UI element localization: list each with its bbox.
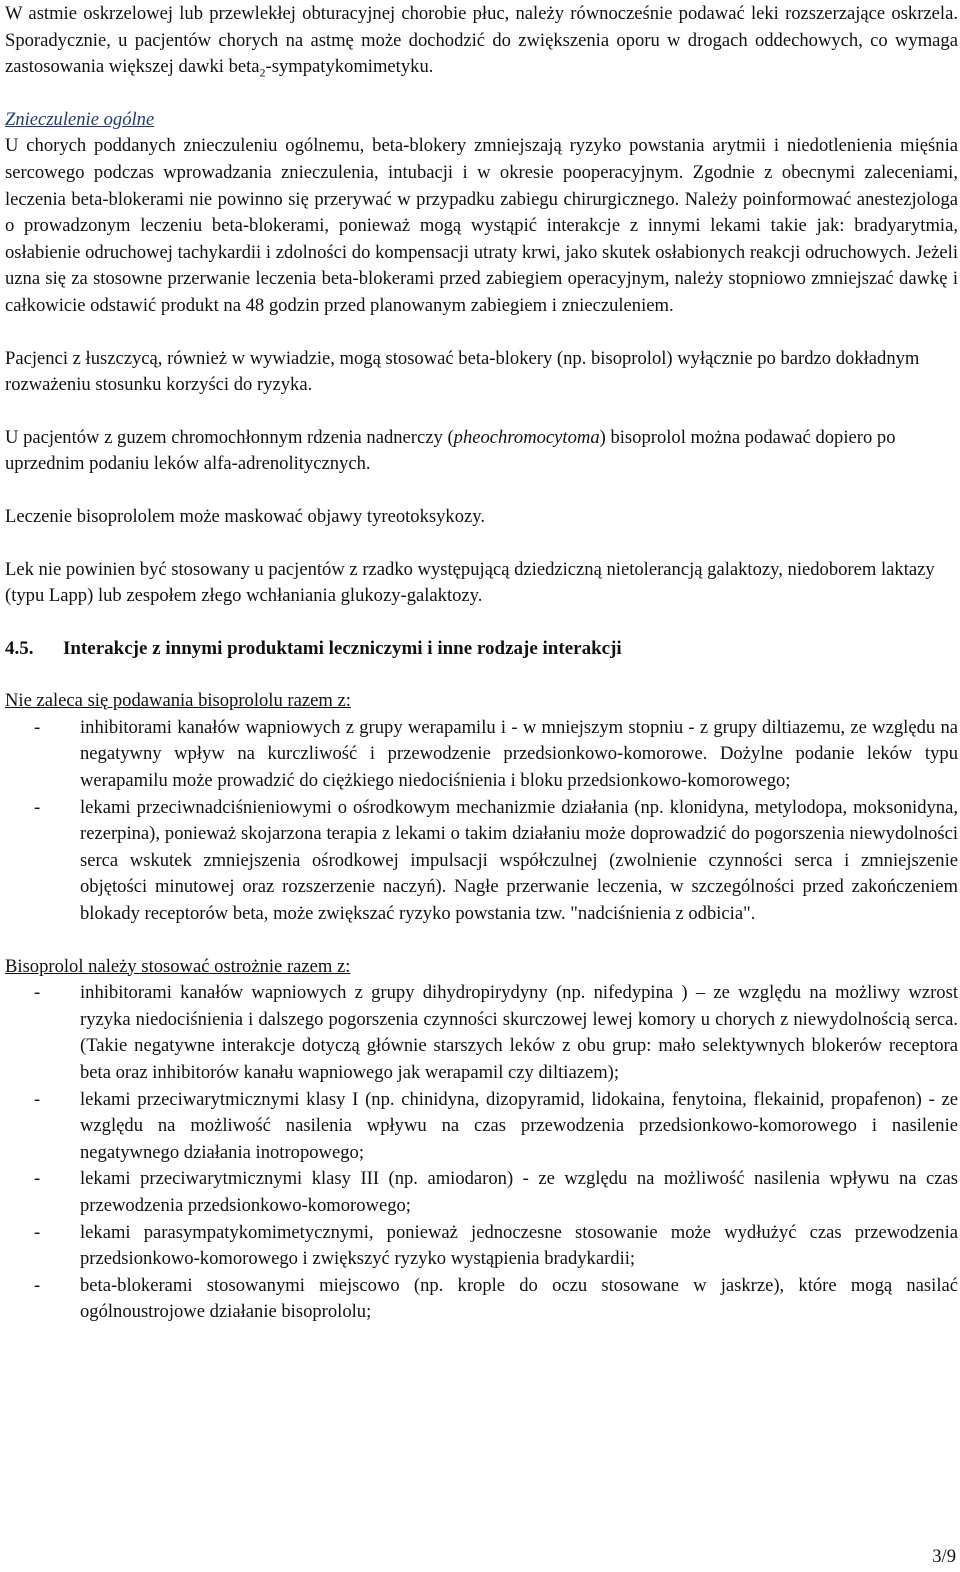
- dash-bullet: -: [34, 796, 41, 818]
- list-item-text: beta-blokerami stosowanymi miejscowo (np. krople do oczu stosowane w jaskrze), które mogą nasilać ogólnoustrojowe działanie bisoprololu;: [80, 1274, 958, 1323]
- caution-list: [5, 980, 958, 1326]
- dash-bullet: -: [34, 1088, 41, 1110]
- list-item-text: inhibitorami kanałów wapniowych z grupy dihydropirydyny (np. nifedypina ) – ze względu na możliwy wzrost ryzyka niedociśnienia i dalszego pogorszenia czynności skurczowej lewej komory u chorych z niewydolnością serca. (Takie negatywne interakcje dotyczą głównie starszych leków z obu grup: mało selektywnych blokerów receptora beta oraz inhibitorów kanału wapniowego jak werapamil czy diltiazem);: [80, 982, 958, 1083]
- list-item: [5, 1220, 958, 1273]
- pheo-text-end: ) bisoprolol można podawać dopiero po uprzednim podaniu leków alfa-adrenolitycznych.: [5, 426, 896, 475]
- section-title: Interakcje z innymi produktami leczniczymi i inne rodzaje interakcji: [63, 637, 622, 659]
- pheo-italic: pheochromocytoma: [453, 426, 600, 448]
- section-number: 4.5.: [5, 637, 34, 659]
- pheochromocytoma-paragraph: [5, 425, 958, 478]
- dash-bullet: -: [34, 1274, 41, 1296]
- list-item-text: inhibitorami kanałów wapniowych z grupy werapamilu i - w mniejszym stopniu - z grupy diltiazemu, ze względu na negatywny wpływ na kurczliwość i przewodzenie przedsionkowo-komorowe. Dożylne podanie leków typu werapamilu może prowadzić do ciężkiego niedociśnienia i bloku przedsionkowo-komorowego;: [80, 716, 958, 792]
- list-item: [5, 715, 958, 795]
- caution-heading: Bisoprolol należy stosować ostrożnie razem z:: [5, 955, 351, 977]
- lactose-paragraph: Lek nie powinien być stosowany u pacjentów z rzadko występującą dziedziczną nietolerancją galaktozy, niedoborem laktazy (typu Lapp) lub zespołem złego wchłaniania glukozy-galaktozy.: [5, 558, 935, 607]
- list-item: [5, 795, 958, 928]
- intro-text: W astmie oskrzelowej lub przewlekłej obturacyjnej chorobie płuc, należy równocześnie podawać leki rozszerzające oskrzela. Sporadycznie, u pacjentów chorych na astmę może dochodzić do zwiększenia oporu w drogach oddechowych, co wymaga zastosowania większej dawki beta: [5, 3, 958, 78]
- dash-bullet: -: [34, 1221, 41, 1243]
- list-item: [5, 1166, 958, 1219]
- list-item: [5, 980, 958, 1086]
- dash-bullet: -: [34, 982, 41, 1004]
- anesthesia-paragraph: U chorych poddanych znieczuleniu ogólnemu, beta-blokery zmniejszają ryzyko powstania arytmii i niedotlenienia mięśnia sercowego podczas wprowadzania znieczulenia, intubacji i w okresie pooperacyjnym. Zgodnie z obecnymi zaleceniami, leczenia beta-blokerami nie powinno się przerywać w przypadku zabiegu chirurgicznego. Należy poinformować anestezjologa o prowadzonym leczeniu beta-blokerami, ponieważ mogą wystąpić interakcje z innymi lekami takie jak: bradyarytmia, osłabienie odruchowej tachykardii i zdolności do kompensacji utraty krwi, jako skutek osłabionych reakcji odruchowych. Jeżeli uzna się za stosowne przerwanie leczenia beta-blokerami przed zabiegiem operacyjnym, należy stopniowo zmniejszać dawkę i całkowicie odstawić produkt na 48 godzin przed planowanym zabiegiem i znieczuleniem.: [5, 135, 958, 316]
- not-recommended-heading: Nie zaleca się podawania bisoprololu razem z:: [5, 690, 351, 712]
- pheo-text: U pacjentów z guzem chromochłonnym rdzenia nadnerczy (: [5, 426, 454, 448]
- intro-text-end: -sympatykomimetyku.: [265, 56, 434, 78]
- thyrotoxicosis-paragraph: Leczenie bisoprololem może maskować objawy tyreotoksykozy.: [5, 505, 486, 527]
- dash-bullet: -: [34, 1168, 41, 1190]
- psoriasis-paragraph: Pacjenci z łuszczycą, również w wywiadzie, mogą stosować beta-blokery (np. bisoprolol) wyłącznie po bardzo dokładnym rozważeniu stosunku korzyści do ryzyka.: [5, 347, 920, 396]
- anesthesia-heading: Znieczulenie ogólne: [5, 108, 155, 130]
- dash-bullet: -: [34, 716, 41, 738]
- list-item-text: lekami parasympatykomimetycznymi, ponieważ jednoczesne stosowanie może wydłużyć czas przewodzenia przedsionkowo-komorowego i zwiększyć ryzyko wystąpienia bradykardii;: [80, 1221, 958, 1270]
- list-item-text: lekami przeciwnadciśnieniowymi o ośrodkowym mechanizmie działania (np. klonidyna, metylodopa, moksonidyna, rezerpina), ponieważ skojarzona terapia z lekami o takim działaniu może doprowadzić do pogorszenia niewydolności serca wskutek zmniejszenia ośrodkowej impulsacji współczulnej (zwolnienie czynności serca i zmniejszenie objętości minutowej oraz rozszerzenie naczyń). Nagłe przerwanie leczenia, w szczególności przed zakończeniem blokady receptorów beta, może zwiększać ryzyko powstania tzw. "nadciśnienia z odbicia".: [80, 796, 958, 925]
- intro-subscript: 2: [259, 65, 266, 80]
- not-recommended-list: [5, 715, 958, 928]
- intro-paragraph: [5, 1, 958, 81]
- section-heading: [5, 636, 958, 663]
- list-item: [5, 1087, 958, 1167]
- list-item-text: lekami przeciwarytmicznymi klasy III (np. amiodaron) - ze względu na możliwość nasilenia wpływu na czas przewodzenia przedsionkowo-komorowego;: [80, 1168, 958, 1216]
- page-number: 3/9: [932, 1546, 956, 1567]
- list-item: [5, 1273, 958, 1326]
- document-page: [5, 1, 958, 1326]
- list-item-text: lekami przeciwarytmicznymi klasy I (np. chinidyna, dizopyramid, lidokaina, fenytoina, flekainid, propafenon) - ze względu na możliwość nasilenia wpływu na czas przewodzenia przedsionkowo-komorowego i nasilenie negatywnego działania inotropowego;: [80, 1088, 958, 1163]
